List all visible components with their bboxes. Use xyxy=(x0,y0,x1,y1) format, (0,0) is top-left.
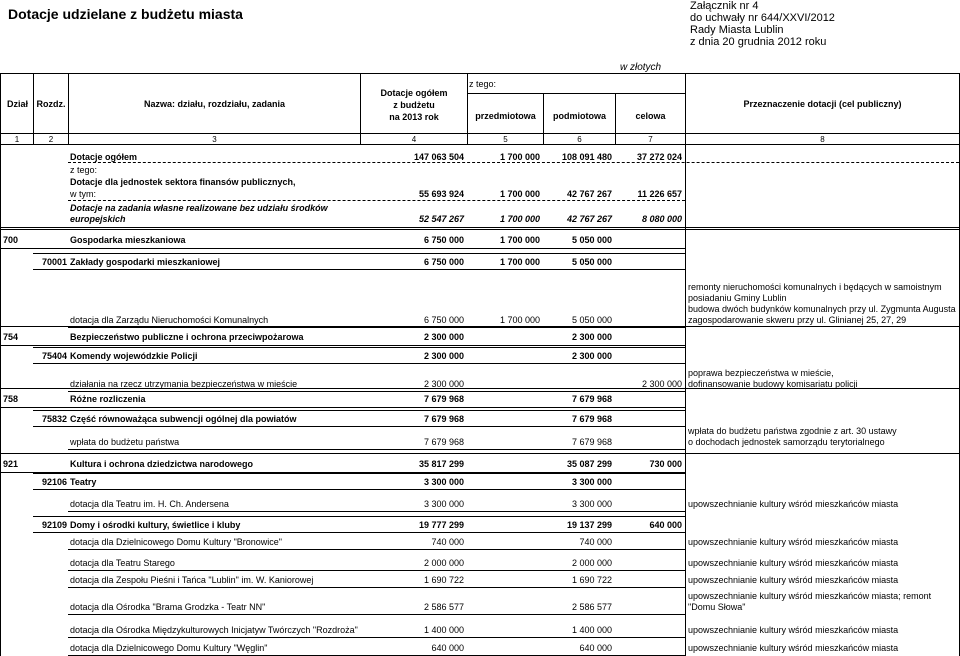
row-purpose: dofinansowanie budowy komisariatu policji xyxy=(688,379,858,389)
row-name: wpłata do budżetu państwa xyxy=(70,437,180,447)
row-name: Komendy wojewódzkie Policji xyxy=(70,351,198,361)
col-number: 5 xyxy=(503,135,508,144)
rozdzial-code: 70001 xyxy=(41,257,67,267)
rozdzial-code: 92106 xyxy=(41,477,67,487)
row-name: działania na rzecz utrzymania bezpieczeństwa w mieście xyxy=(70,379,298,389)
row-purpose: upowszechnianie kultury wśród mieszkańców miasta xyxy=(688,558,899,568)
row-separator xyxy=(0,453,960,454)
summary-ue-cel: 8 080 000 xyxy=(641,214,682,224)
row-name: Teatry xyxy=(70,477,97,487)
col-number: 4 xyxy=(411,135,417,144)
row-celowa: 730 000 xyxy=(649,459,682,469)
row-separator xyxy=(68,449,685,450)
row-separator xyxy=(33,410,685,411)
annex-line: do uchwały nr 644/XXVI/2012 xyxy=(690,12,835,24)
dzial-code: 921 xyxy=(3,459,19,469)
summary-jsfp-cel: 11 226 657 xyxy=(637,189,682,199)
row-separator xyxy=(33,363,685,364)
row-purpose: upowszechnianie kultury wśród mieszkańców miasta xyxy=(688,575,899,585)
row-podmiotowa: 5 050 000 xyxy=(571,235,612,245)
row-total: 2 300 000 xyxy=(423,351,464,361)
row-name: dotacja dla Teatru Starego xyxy=(70,558,175,568)
row-purpose: wpłata do budżetu państwa zgodnie z art. 30 ustawy xyxy=(688,426,897,436)
row-total: 740 000 xyxy=(431,537,464,547)
col-przeznaczenie: Przeznaczenie dotacji (cel publiczny) xyxy=(743,99,902,109)
row-separator xyxy=(0,248,685,249)
row-separator xyxy=(33,269,685,270)
row-purpose: upowszechnianie kultury wśród mieszkańców miasta; remont xyxy=(688,591,932,601)
summary-total-cel: 37 272 024 xyxy=(636,152,682,162)
row-total: 2 586 577 xyxy=(423,602,464,612)
row-name: Część równoważąca subwencji ogólnej dla powiatów xyxy=(70,414,297,424)
row-przedmiotowa: 1 700 000 xyxy=(499,235,540,245)
row-purpose: upowszechnianie kultury wśród mieszkańców miasta xyxy=(688,499,899,509)
row-przedmiotowa: 1 700 000 xyxy=(499,315,540,325)
col-total-3: na 2013 rok xyxy=(389,112,439,122)
row-podmiotowa: 740 000 xyxy=(579,537,612,547)
summary-total-przed: 1 700 000 xyxy=(499,152,540,162)
row-purpose: "Domu Słowa" xyxy=(688,602,746,612)
summary-jsfp-label: w tym: xyxy=(70,189,96,199)
row-purpose: poprawa bezpieczeństwa w mieście, xyxy=(688,368,834,378)
row-total: 6 750 000 xyxy=(423,235,464,245)
row-total: 2 300 000 xyxy=(423,379,464,389)
row-purpose: posiadaniu Gminy Lublin xyxy=(688,293,787,303)
row-celowa: 2 300 000 xyxy=(641,379,682,389)
row-name: Domy i ośrodki kultury, świetlice i kluby xyxy=(70,520,241,530)
row-separator xyxy=(33,473,685,474)
row-total: 35 817 299 xyxy=(418,459,464,469)
col-number: 3 xyxy=(212,135,217,144)
row-purpose: remonty nieruchomości komunalnych i będących w samoistnym xyxy=(688,282,942,292)
row-separator xyxy=(0,407,685,408)
summary-ue-label: europejskich xyxy=(70,214,126,224)
col-nazwa: Nazwa: działu, rozdziału, zadania xyxy=(143,99,286,109)
row-separator xyxy=(0,388,960,389)
row-purpose: budowa dwóch budynków komunalnych przy ul. Zygmunta Augusta xyxy=(688,304,956,314)
row-purpose: upowszechnianie kultury wśród mieszkańców miasta xyxy=(688,625,899,635)
row-total: 6 750 000 xyxy=(423,315,464,325)
row-total: 2 000 000 xyxy=(423,558,464,568)
col-celowa: celowa xyxy=(635,111,666,121)
row-total: 3 300 000 xyxy=(423,477,464,487)
row-podmiotowa: 2 000 000 xyxy=(571,558,612,568)
summary-ue-label: Dotacje na zadania własne realizowane bez udziału środków xyxy=(70,203,328,213)
col-number: 8 xyxy=(820,135,825,144)
annex-line: Rady Miasta Lublin xyxy=(690,24,784,36)
col-number: 2 xyxy=(48,135,54,144)
row-name: Różne rozliczenia xyxy=(70,394,146,404)
row-name: dotacja dla Dzielnicowego Domu Kultury "Węglin" xyxy=(70,643,268,653)
row-name: dotacja dla Zespołu Pieśni i Tańca "Lublin" im. W. Kaniorowej xyxy=(70,575,314,585)
row-total: 7 679 968 xyxy=(423,414,464,424)
row-purpose: upowszechnianie kultury wśród mieszkańców miasta xyxy=(688,537,899,547)
row-separator xyxy=(33,426,685,427)
col-number: 1 xyxy=(14,135,20,144)
summary-jsfp-value: 55 693 924 xyxy=(418,189,464,199)
row-separator xyxy=(68,511,685,512)
row-podmiotowa: 35 087 299 xyxy=(566,459,612,469)
row-podmiotowa: 1 400 000 xyxy=(571,625,612,635)
row-separator xyxy=(68,637,685,638)
row-podmiotowa: 640 000 xyxy=(579,643,612,653)
summary-total-podm: 108 091 480 xyxy=(561,152,612,162)
col-ztego: z tego: xyxy=(469,79,497,89)
col-number: 7 xyxy=(648,135,653,144)
summary-total-value: 147 063 504 xyxy=(413,152,464,162)
row-name: Bezpieczeństwo publiczne i ochrona przeciwpożarowa xyxy=(70,332,304,342)
row-separator xyxy=(68,549,685,550)
row-name: dotacja dla Ośrodka "Brama Grodzka - Teatr NN" xyxy=(70,602,266,612)
row-separator xyxy=(0,229,960,230)
annex-line: z dnia 20 grudnia 2012 roku xyxy=(690,36,827,48)
col-total-1: Dotacje ogółem xyxy=(380,88,448,98)
row-podmiotowa: 1 690 722 xyxy=(571,575,612,585)
rozdzial-code: 92109 xyxy=(41,520,67,530)
row-separator xyxy=(68,587,685,588)
row-name: Zakłady gospodarki mieszkaniowej xyxy=(70,257,221,267)
row-separator xyxy=(68,327,685,328)
row-separator xyxy=(33,253,685,254)
row-podmiotowa: 2 300 000 xyxy=(571,351,612,361)
row-separator xyxy=(68,570,685,571)
col-total-2: z budżetu xyxy=(393,100,435,110)
row-separator xyxy=(68,391,685,392)
row-total: 640 000 xyxy=(431,643,464,653)
row-podmiotowa: 2 586 577 xyxy=(571,602,612,612)
row-separator xyxy=(33,347,685,348)
dzial-code: 758 xyxy=(3,394,19,404)
row-separator xyxy=(0,326,960,327)
summary-ztego: z tego: xyxy=(70,165,98,175)
currency-unit: w złotych xyxy=(620,62,662,73)
dzial-code: 700 xyxy=(3,235,19,245)
annex-line: Załącznik nr 4 xyxy=(690,0,759,12)
summary-jsfp-przed: 1 700 000 xyxy=(499,189,540,199)
col-podmiotowa: podmiotowa xyxy=(553,111,606,121)
row-name: dotacja dla Zarządu Nieruchomości Komunalnych xyxy=(70,315,269,325)
row-total: 19 777 299 xyxy=(418,520,464,530)
row-total: 2 300 000 xyxy=(423,332,464,342)
row-separator xyxy=(33,516,685,517)
row-total: 1 400 000 xyxy=(423,625,464,635)
row-name: Gospodarka mieszkaniowa xyxy=(70,235,186,245)
row-podmiotowa: 7 679 968 xyxy=(571,437,612,447)
row-separator xyxy=(33,532,685,533)
row-podmiotowa: 3 300 000 xyxy=(571,477,612,487)
row-total: 7 679 968 xyxy=(423,394,464,404)
row-name: dotacja dla Dzielnicowego Domu Kultury "Bronowice" xyxy=(70,537,282,547)
col-number: 6 xyxy=(577,135,582,144)
row-przedmiotowa: 1 700 000 xyxy=(499,257,540,267)
summary-ue-podm: 42 767 267 xyxy=(566,214,612,224)
row-name: Kultura i ochrona dziedzictwa narodowego xyxy=(70,459,254,469)
col-przedmiotowa: przedmiotowa xyxy=(475,111,536,121)
summary-ue-przed: 1 700 000 xyxy=(499,214,540,224)
row-separator xyxy=(33,489,685,490)
summary-ue-value: 52 547 267 xyxy=(418,214,464,224)
row-podmiotowa: 3 300 000 xyxy=(571,499,612,509)
row-name: dotacja dla Ośrodka Międzykulturowych Inicjatyw Twórczych "Rozdroża" xyxy=(70,625,358,635)
row-podmiotowa: 2 300 000 xyxy=(571,332,612,342)
document-title: Dotacje udzielane z budżetu miasta xyxy=(8,6,243,22)
summary-jsfp-label: Dotacje dla jednostek sektora finansów publicznych, xyxy=(70,177,296,187)
row-podmiotowa: 5 050 000 xyxy=(571,257,612,267)
summary-total-label: Dotacje ogółem xyxy=(70,152,138,162)
rozdzial-code: 75832 xyxy=(41,414,67,424)
col-dzial: Dział xyxy=(6,99,28,109)
row-total: 6 750 000 xyxy=(423,257,464,267)
row-purpose: upowszechnianie kultury wśród mieszkańców miasta xyxy=(688,643,899,653)
row-podmiotowa: 7 679 968 xyxy=(571,394,612,404)
row-separator xyxy=(68,614,685,615)
row-total: 7 679 968 xyxy=(423,437,464,447)
row-separator xyxy=(0,345,685,346)
summary-jsfp-podm: 42 767 267 xyxy=(566,189,612,199)
rozdzial-code: 75404 xyxy=(41,351,67,361)
row-podmiotowa: 7 679 968 xyxy=(571,414,612,424)
row-celowa: 640 000 xyxy=(649,520,682,530)
row-purpose: o dochodach jednostek samorządu terytorialnego xyxy=(688,437,885,447)
dzial-code: 754 xyxy=(3,332,19,342)
row-name: dotacja dla Teatru im. H. Ch. Andersena xyxy=(70,499,229,509)
row-total: 3 300 000 xyxy=(423,499,464,509)
row-purpose: zagospodarowanie skweru przy ul. Glinianej 25, 27, 29 xyxy=(688,315,907,325)
row-podmiotowa: 5 050 000 xyxy=(571,315,612,325)
row-total: 1 690 722 xyxy=(423,575,464,585)
row-podmiotowa: 19 137 299 xyxy=(566,520,612,530)
col-rozdz: Rozdz. xyxy=(36,99,66,109)
